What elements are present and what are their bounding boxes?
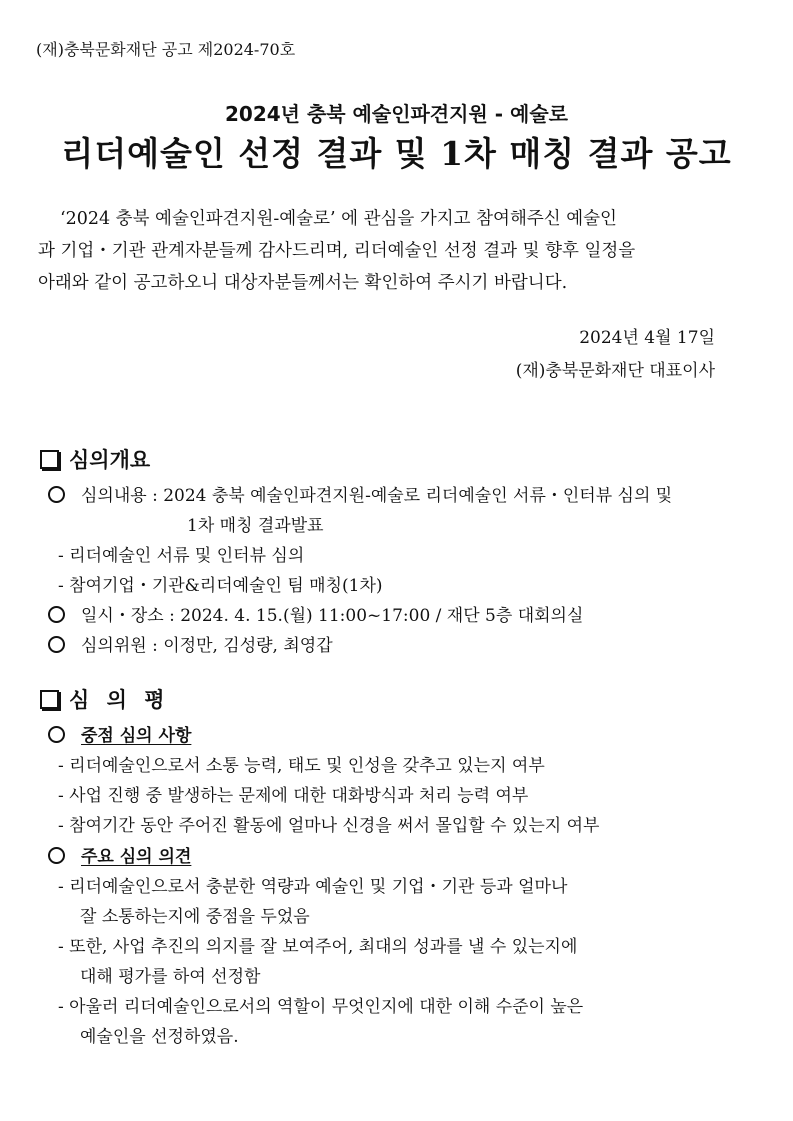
intro-line: 아래와 같이 공고하오니 대상자분들께서는 확인하여 주시기 바랍니다. bbox=[38, 273, 568, 293]
opinion-item: - 리더예술인으로서 충분한 역량과 예술인 및 기업・기관 등과 얼마나 bbox=[58, 877, 568, 897]
section-heading-overview bbox=[40, 444, 150, 474]
circle-bullet-icon bbox=[48, 847, 65, 864]
intro-line: ‘2024 충북 예술인파견지원-예술로’ 에 관심을 가지고 참여해주신 예술인 bbox=[60, 209, 617, 229]
review-content-continued: 1차 매칭 결과발표 bbox=[187, 516, 324, 536]
checkbox-square-icon bbox=[40, 690, 59, 709]
review-sub-item: - 참여기업・기관&리더예술인 팀 매칭(1차) bbox=[58, 576, 383, 596]
opinion-item: - 아울러 리더예술인으로서의 역할이 무엇인지에 대한 이해 수준이 높은 bbox=[58, 997, 584, 1017]
checkbox-square-icon bbox=[40, 450, 59, 469]
intro-line: 과 기업・기관 관계자분들께 감사드리며, 리더예술인 선정 결과 및 향후 일정을 bbox=[38, 241, 636, 261]
opinion-item-continued: 잘 소통하는지에 중점을 두었음 bbox=[80, 907, 310, 927]
circle-bullet-icon bbox=[48, 606, 65, 623]
focus-item: - 참여기간 동안 주어진 활동에 얼마나 신경을 써서 몰입할 수 있는지 여부 bbox=[58, 816, 600, 836]
opinion-item-continued: 대해 평가를 하여 선정함 bbox=[80, 967, 261, 987]
focus-heading-text: 중점 심의 사항 bbox=[81, 726, 192, 746]
committee-item bbox=[48, 631, 333, 656]
circle-bullet-icon bbox=[48, 486, 65, 503]
focus-heading bbox=[48, 721, 191, 746]
opinion-heading bbox=[48, 842, 191, 867]
review-sub-item: - 리더예술인 서류 및 인터뷰 심의 bbox=[58, 546, 305, 566]
focus-item: - 사업 진행 중 발생하는 문제에 대한 대화방식과 처리 능력 여부 bbox=[58, 786, 529, 806]
intro-paragraph bbox=[38, 203, 722, 299]
focus-item: - 리더예술인으로서 소통 능력, 태도 및 인성을 갖추고 있는지 여부 bbox=[58, 756, 545, 776]
committee-text: 심의위원 : 이정만, 김성량, 최영갑 bbox=[81, 636, 333, 656]
signer: (재)충북문화재단 대표이사 bbox=[515, 361, 715, 381]
opinion-heading-text: 주요 심의 의견 bbox=[81, 847, 192, 867]
document-subtitle: 2024년 충북 예술인파견지원 - 예술로 bbox=[225, 102, 568, 126]
circle-bullet-icon bbox=[48, 726, 65, 743]
notice-date: 2024년 4월 17일 bbox=[579, 328, 715, 348]
circle-bullet-icon bbox=[48, 636, 65, 653]
document-title: 리더예술인 선정 결과 및 1차 매칭 결과 공고 bbox=[61, 134, 732, 173]
opinion-item-continued: 예술인을 선정하였음. bbox=[80, 1027, 239, 1047]
schedule-item bbox=[48, 601, 583, 626]
schedule-text: 일시・장소 : 2024. 4. 15.(월) 11:00~17:00 / 재단 5층 대회의실 bbox=[81, 606, 584, 626]
section-heading-review bbox=[40, 684, 169, 714]
review-content-text: 심의내용 : 2024 충북 예술인파견지원-예술로 리더예술인 서류・인터뷰 심의 및 bbox=[81, 486, 673, 506]
review-content-item bbox=[48, 481, 672, 506]
section-heading-text: 심의개요 bbox=[69, 448, 151, 472]
opinion-item: - 또한, 사업 추진의 의지를 잘 보여주어, 최대의 성과를 낼 수 있는지에 bbox=[58, 937, 578, 957]
section-heading-text: 심 의 평 bbox=[69, 688, 170, 712]
notice-number: (재)충북문화재단 공고 제2024-70호 bbox=[36, 40, 296, 59]
